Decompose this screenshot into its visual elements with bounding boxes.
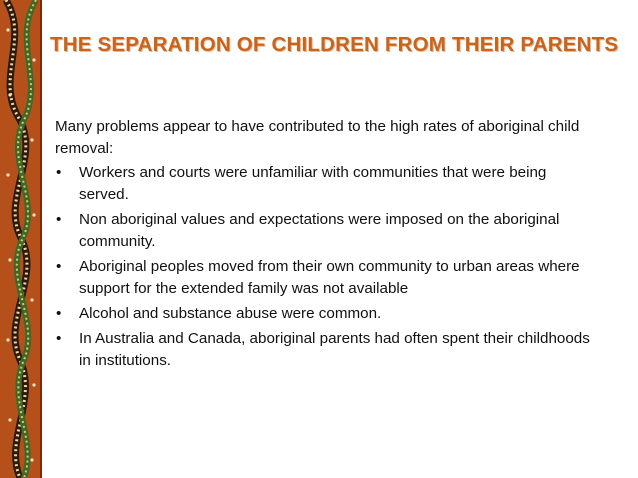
bullet-icon: • <box>56 305 62 322</box>
list-item-text: Non aboriginal values and expectations were imposed on the aboriginal community. <box>79 211 560 250</box>
list-item-text: Workers and courts were unfamiliar with communities that were being served. <box>79 164 547 203</box>
bullet-icon: • <box>56 258 62 275</box>
bullet-list <box>55 162 600 372</box>
slide-body <box>55 116 600 375</box>
slide-title: THE SEPARATION OF CHILDREN FROM THEIR PARENTS <box>50 33 619 56</box>
list-item <box>55 303 600 325</box>
list-item-text: Aboriginal peoples moved from their own community to urban areas where support for the extended family was not available <box>79 258 580 297</box>
intro-text: Many problems appear to have contributed to the high rates of aboriginal child removal: <box>55 118 580 157</box>
list-item-text: Alcohol and substance abuse were common. <box>79 305 382 322</box>
bullet-icon: • <box>56 211 62 228</box>
list-item <box>55 328 600 372</box>
bullet-icon: • <box>56 330 62 347</box>
list-item <box>55 256 600 300</box>
decorative-border <box>0 0 42 478</box>
list-item <box>55 209 600 253</box>
aboriginal-pattern-icon <box>0 0 42 478</box>
list-item-text: In Australia and Canada, aboriginal parents had often spent their childhoods in institutions. <box>79 330 590 369</box>
bullet-icon: • <box>56 164 62 181</box>
list-item <box>55 162 600 206</box>
